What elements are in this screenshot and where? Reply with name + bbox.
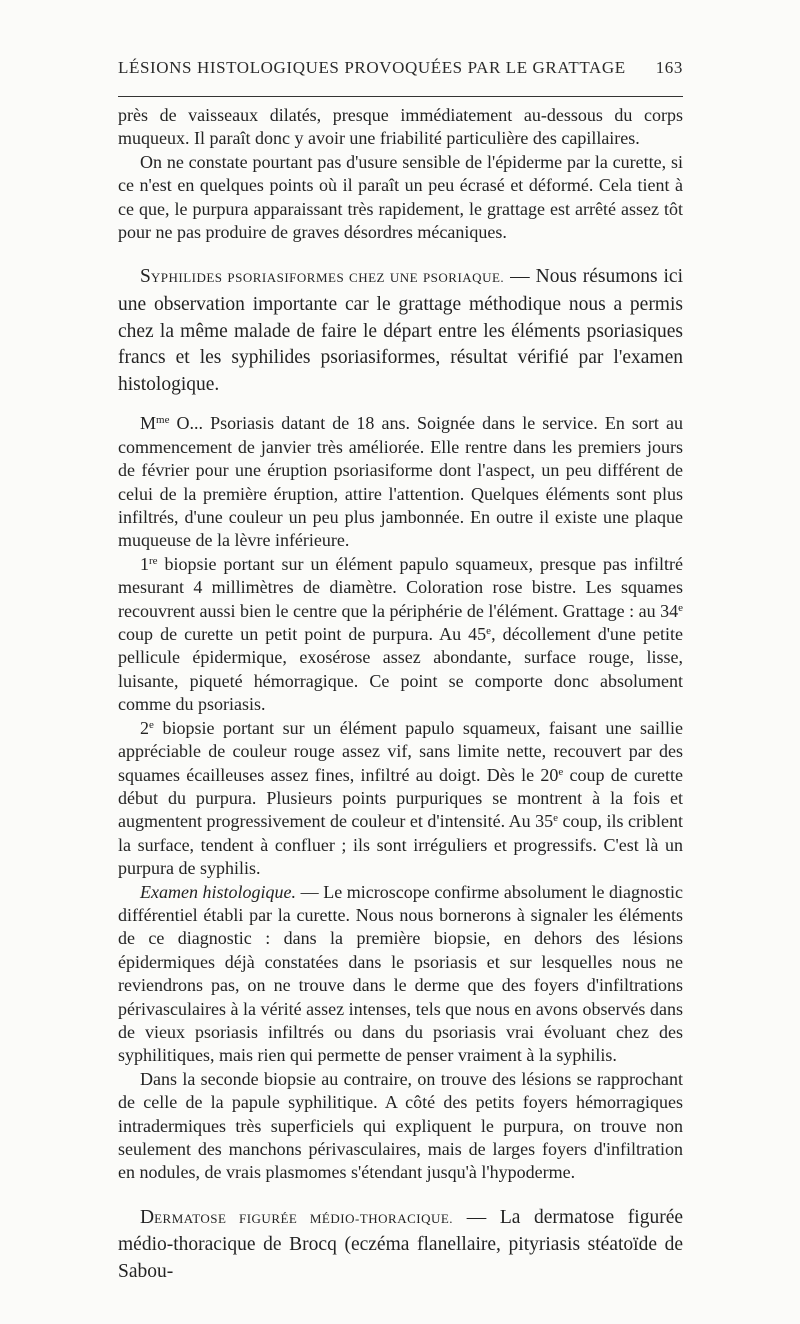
paragraph-case: $M^{me}$ O... Psoriasis datant de 18 ans. Soignée dans le service. En sort au commencement de janvier très améliorée. Elle rentre dans les premiers jours de février pour une éruption psoriasiforme dont l'aspect, un peu différent de celui de la première éruption, attire l'attention. Quelques éléments sont plus infiltrés, d'une couleur un peu plus jambonnée. En outre il existe une plaque muqueuse de la lèvre inférieure. xyxy=(118,413,683,551)
page-body xyxy=(118,104,683,1286)
paragraph-biopsy-1: 1re biopsie portant sur un élément papulo squameux, presque pas infiltré mesurant 4 millimètres de diamètre. Coloration rose bistre. Les squames recouvrent aussi bien le centre que la périphérie de l'élément. Grattage : au 34e coup de curette un petit point de purpura. Au 45e, décollement d'une petite pellicule épidermique, exosérose assez abondante, surface rouge, lisse, luisante, piqueté hémorragique. Ce point se comporte donc absolument comme du psoriasis. xyxy=(118,553,683,715)
running-title: LÉSIONS HISTOLOGIQUES PROVOQUÉES PAR LE GRATTAGE xyxy=(118,58,626,77)
header-rule xyxy=(118,96,683,97)
running-header xyxy=(118,58,683,78)
section-syphilides: SYPHILIDES PSORIASIFORMES CHEZ UNE PSORIAQUE. — Nous résumons ici une observation importante car le grattage méthodique nous a permis chez la même malade de faire le départ entre les éléments psoriasiques francs et les syphilides psoriasiformes, résultat vérifié par l'examen histologique. xyxy=(118,266,684,395)
paragraph-examen: Examen histologique. — Le microscope confirme absolument le diagnostic différentiel établi par la curette. Nous nous bornerons à signaler les éléments de ce diagnostic : dans la première biopsie, en dehors des lésions épidermiques déjà constatées dans le psoriasis et sur lesquelles nous ne reviendrons pas, on ne trouve dans le derme que des foyers d'infiltrations périvasculaires à la vérité assez intenses, tels que nous en avons observés dans de vieux psoriasis infiltrés ou dans du psoriasis vrai évoluant chez des syphilitiques, mais rien qui permette de penser vraiment à la syphilis. xyxy=(118,881,683,1066)
paragraph-biopsy-2: 2e biopsie portant sur un élément papulo squameux, faisant une saillie appréciable de couleur rouge assez vif, sans limite nette, recouvert par des squames écailleuses assez fines, infiltré au doigt. Dès le 20e coup de curette début du purpura. Plusieurs points purpuriques se montrent à la fois et augmentent progressivement de couleur et d'intensité. Au 35e coup, ils criblent la surface, tendent à confluer ; ils sont irréguliers et progressifs. C'est là un purpura de syphilis. xyxy=(118,717,684,879)
section-dermatose: DERMATOSE FIGURÉE MÉDIO-THORACIQUE. — La dermatose figurée médio-thoracique de Brocq (eczéma flanellaire, pityriasis stéatoïde de Sabou- xyxy=(118,1206,683,1282)
paragraph: On ne constate pourtant pas d'usure sensible de l'épiderme par la curette, si ce n'est en quelques points où il paraît un peu écrasé et déformé. Cela tient à ce que, le purpura apparaissant très rapidement, le grattage est arrêté assez tôt pour ne pas produire de graves désordres mécaniques. xyxy=(118,151,683,243)
italic-heading: Examen histologique. xyxy=(140,881,297,902)
paragraph: Dans la seconde biopsie au contraire, on trouve des lésions se rapprochant de celle de la papule syphilitique. A côté des petits foyers hémorragiques intradermiques très superficiels qui expliquent le purpura, on trouve non seulement des manchons périvasculaires, mais de larges foyers d'infiltration en nodules, de vrais plasmomes s'étendant jusqu'à l'hypoderme. xyxy=(118,1068,683,1183)
section-heading: YPHILIDES PSORIASIFORMES CHEZ UNE PSORIAQUE. xyxy=(150,270,505,286)
section-heading: ERMATOSE FIGURÉE MÉDIO-THORACIQUE. xyxy=(154,1210,454,1226)
paragraph-continuation: près de vaisseaux dilatés, presque immédiatement au-dessous du corps muqueux. Il paraît donc y avoir une friabilité particulière des capillaires. xyxy=(118,105,683,149)
page-number: 163 xyxy=(655,58,683,77)
